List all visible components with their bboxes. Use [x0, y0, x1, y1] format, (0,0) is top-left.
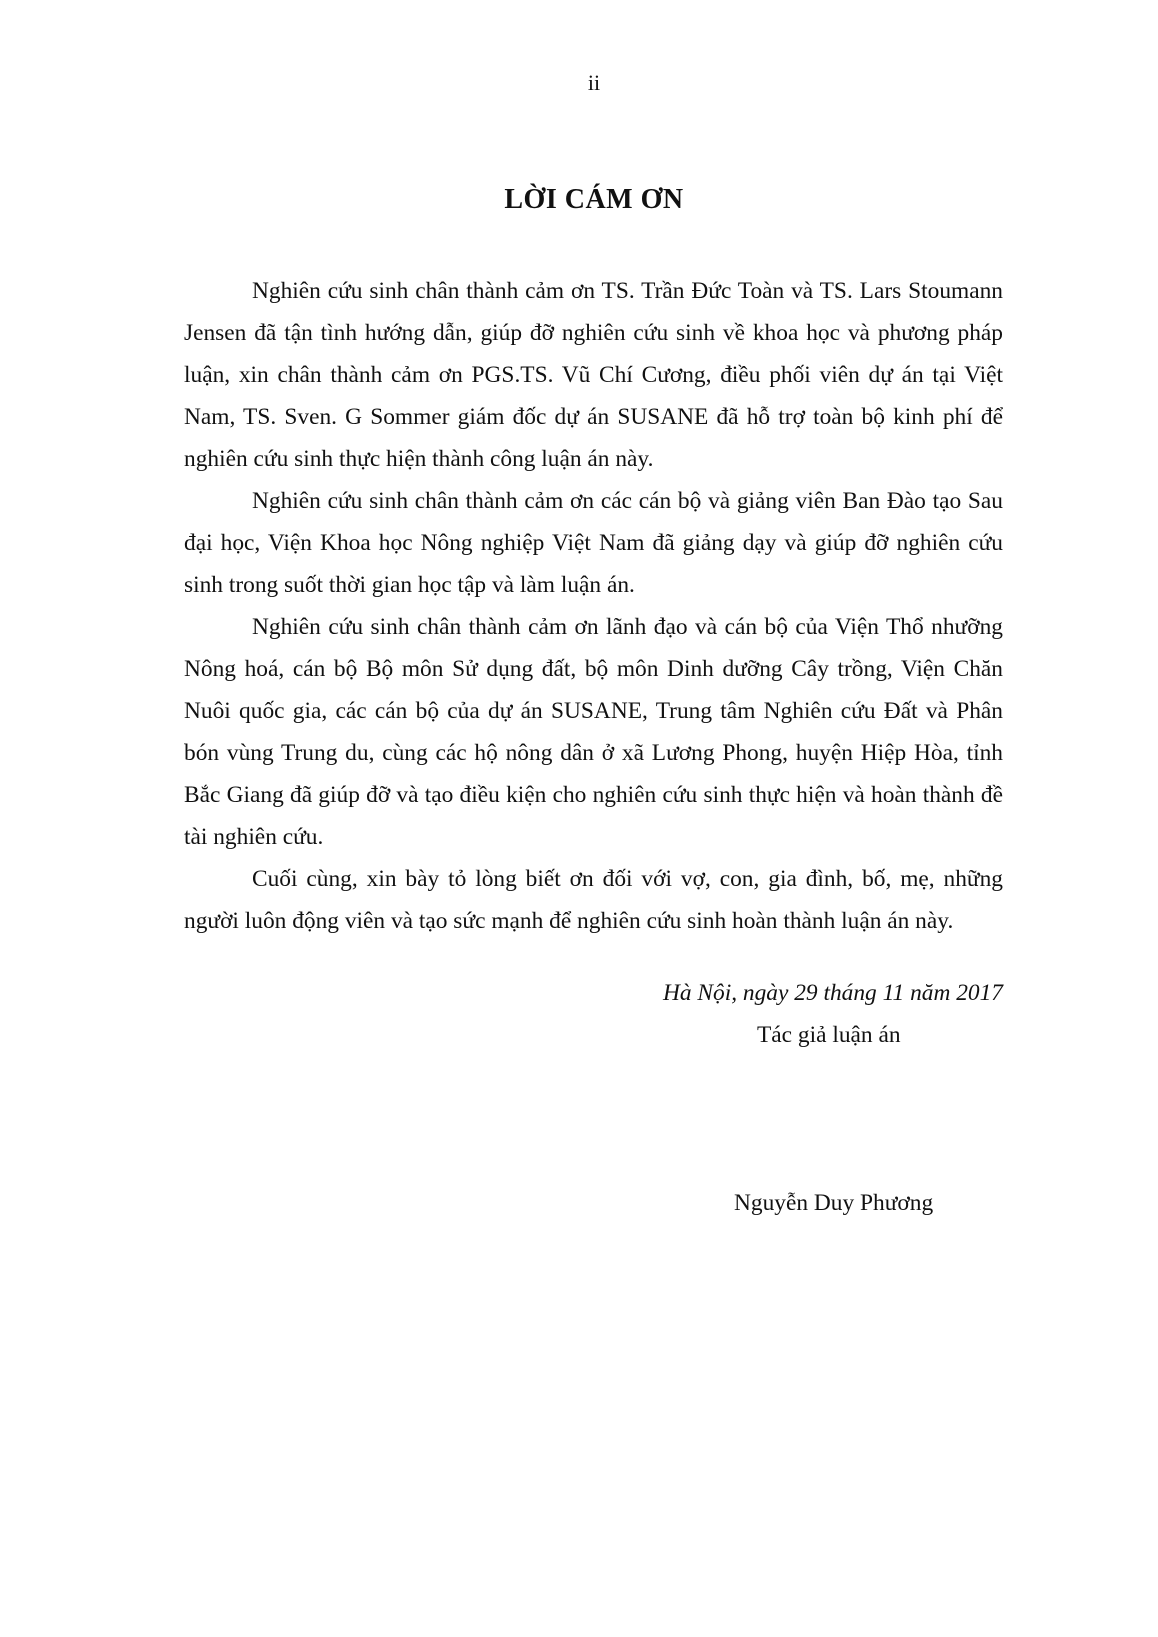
date-line: Hà Nội, ngày 29 tháng 11 năm 2017 [662, 980, 1003, 1006]
author-name: Nguyễn Duy Phương [734, 1190, 934, 1216]
paragraph-3: Nghiên cứu sinh chân thành cảm ơn lãnh đạo và cán bộ của Viện Thổ nhưỡng Nông hoá, cán bộ Bộ môn Sử dụng đất, bộ môn Dinh dưỡng Cây trồng, Viện Chăn Nuôi quốc gia, các cán bộ của dự án SUSANE, Trung tâm Nghiên cứu Đất và Phân bón vùng Trung du, cùng các hộ nông dân ở xã Lương Phong, huyện Hiệp Hòa, tỉnh Bắc Giang đã giúp đỡ và tạo điều kiện cho nghiên cứu sinh thực hiện và hoàn thành đề tài nghiên cứu. [184, 614, 1003, 850]
author-label: Tác giả luận án [757, 1022, 901, 1048]
paragraph-1: Nghiên cứu sinh chân thành cảm ơn TS. Trần Đức Toàn và TS. Lars Stoumann Jensen đã tận tình hướng dẫn, giúp đỡ nghiên cứu sinh về khoa học và phương pháp luận, xin chân thành cảm ơn PGS.TS. Vũ Chí Cương, điều phối viên dự án tại Việt Nam, TS. Sven. G Sommer giám đốc dự án SUSANE đã hỗ trợ toàn bộ kinh phí để nghiên cứu sinh thực hiện thành công luận án này. [184, 278, 1003, 472]
page-title: LỜI CÁM ƠN [504, 184, 684, 215]
page-number: ii [587, 70, 601, 95]
paragraph-4: Cuối cùng, xin bày tỏ lòng biết ơn đối với vợ, con, gia đình, bố, mẹ, những người luôn động viên và tạo sức mạnh để nghiên cứu sinh hoàn thành luận án này. [184, 866, 1003, 934]
paragraph-2: Nghiên cứu sinh chân thành cảm ơn các cán bộ và giảng viên Ban Đào tạo Sau đại học, Viện Khoa học Nông nghiệp Việt Nam đã giảng dạy và giúp đỡ nghiên cứu sinh trong suốt thời gian học tập và làm luận án. [184, 488, 1003, 598]
acknowledgement-body [184, 270, 1003, 942]
